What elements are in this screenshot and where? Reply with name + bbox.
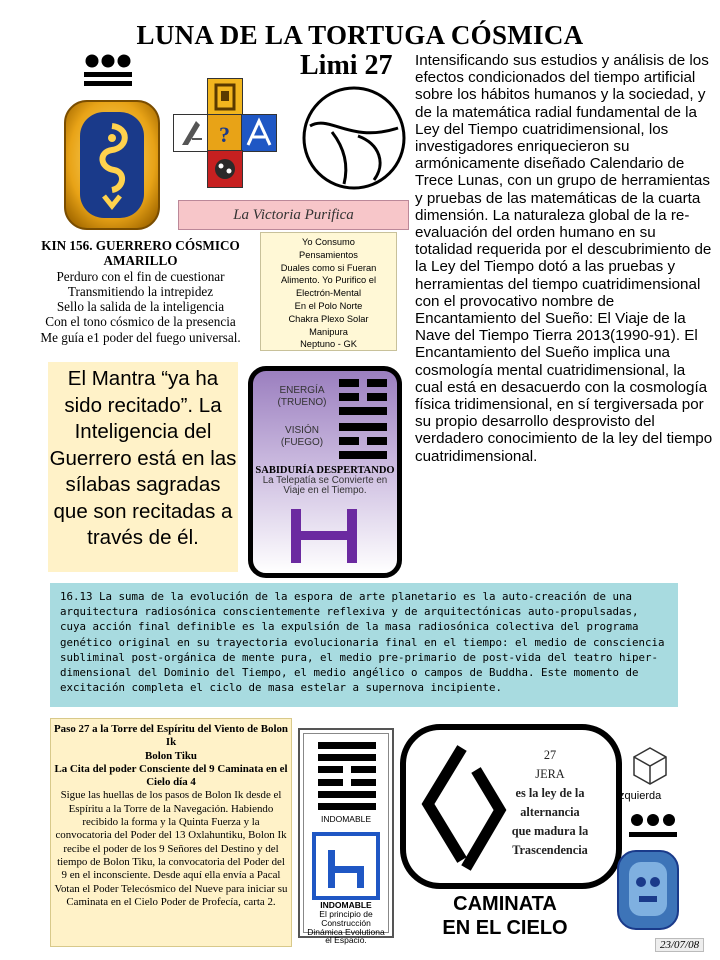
jera-line: alternancia (520, 805, 580, 819)
caminata-title (420, 892, 590, 940)
affirmation-box (260, 232, 397, 351)
warrior-glyph-icon (62, 98, 162, 232)
kin-line: Transmitiendo la intrepidez (67, 283, 214, 299)
affirmation-line: Manipura (309, 326, 348, 337)
oracle-guide-icon (207, 78, 243, 116)
kin-heading: KIN 156. GUERRERO CÓSMICO AMARILLO (41, 238, 240, 269)
caminata-line: CAMINATA (453, 893, 557, 915)
paso-title: Paso 27 a la Torre del Espíritu del Viento de Bolon Ik (54, 723, 288, 749)
jera-line: que madura la (511, 824, 589, 838)
izquierda-label: Izquierda (616, 790, 662, 802)
affirmation-line: Alimento. Yo Purifico el (280, 275, 377, 286)
jera-text (500, 746, 600, 860)
tone-three-dots-icon (84, 52, 132, 94)
indomable-label-2: INDOMABLE (320, 900, 372, 910)
affirmation-line: Chakra Plexo Solar (288, 313, 369, 324)
affirmation-line: Electrón-Mental (295, 288, 362, 299)
kin-line: Con el tono cósmico de la presencia (45, 314, 236, 330)
iching-lower-label: VISIÓN (FUEGO) (280, 425, 324, 448)
indomable-label-1: INDOMABLE (320, 814, 372, 824)
iching-upper-label: ENERGÍA (TRUENO) (277, 385, 327, 408)
victoria-label: La Victoria Purifica (178, 200, 409, 230)
kin-line: Sello la salida de la inteligencia (56, 299, 225, 315)
affirmation-line: En el Polo Norte (294, 300, 363, 311)
kin-line: Perduro con el fin de cuestionar (56, 268, 225, 284)
indomable-rune-icon (312, 832, 380, 900)
tone-three-dots-small-icon (629, 812, 677, 848)
jera-line: Trascendencia (512, 843, 588, 857)
purple-rune-icon (289, 507, 361, 567)
date-stamp: 23/07/08 (655, 938, 704, 952)
indomable-hexagram-icon (318, 742, 376, 810)
paso-body: Sigue las huellas de los pasos de Bolon Ik desde el Espíritu a la Torre de la Navegación. Habiendo recibido la forma y la Quinta Fuerza y la convocatoria del Poder del 13 Oxlahuntiku, Bolon Ik recibe el poder de los 9 Señores del Destino y del tiempo de Bolon Tiku, la convocatoria del Poder del 9 en el inconsciente. Desde aquí ella envía a Pacal Votan el Poder Telecósmico del Nueve para iniciar su Caminata en el Cielo Poder de Profecía, carta 2. (54, 789, 288, 908)
paso-box (50, 718, 292, 947)
indomable-sub: El principio de Construcción Dinámica Evolutiona el Espacio. (307, 909, 385, 946)
jera-line: es la ley de la (515, 786, 585, 800)
mantra-box: El Mantra “ya ha sido recitado”. La Inteligencia del Guerrero está en las sílabas sagradas que son recitadas a través de él. (48, 362, 238, 572)
small-glyph-icon (617, 850, 679, 930)
limi-seal-icon (300, 84, 408, 192)
intro-paragraph: Intensificando sus estudios y análisis de los efectos condicionados del tiempo artificial sobre los hábitos humanos y la sociedad, y de la matemática radial fundamental de la Ley del Tiempo cuatridimensional, los investigadores enriquecieron su armónicamente diseñado Calendario de Trece Lunas, con un grupo de herramientas y pruebas de las matemáticas de la cuarta dimensión. La naturaleza global de la re-evaluación del orden humano en su totalidad requerida por el descubrimiento de la Ley del Tiempo dotó a las pruebas y herramientas del tiempo cuatridimensional con el provocativo nombre de Encantamiento del Sueño: El Viaje de la Nave del Tiempo Tierra 2013(1990-91). El Encantamiento del Sueño implica una cosmología mental cuatridimensional, la cual está en desacuerdo con la cosmología física tridimensional, en sí tergiversada por su propio desarrollo desprovisto del verdadero conocimiento de la ley del tiempo cuatridimensional. (415, 52, 713, 465)
svg-text:?: ? (219, 122, 230, 147)
page-title: LUNA DE LA TORTUGA CÓSMICA (136, 20, 584, 50)
affirmation-line: Pensamientos (299, 249, 358, 260)
jera-name: JERA (535, 767, 565, 781)
oracle-occult-icon (207, 150, 243, 188)
jera-rune-icon (418, 742, 510, 874)
affirmation-line: Yo Consumo (302, 237, 355, 247)
paso-cita: La Cita del poder Consciente del 9 Caminata en el Cielo día 4 (54, 762, 288, 789)
kin-description (28, 238, 253, 345)
kin-line: Me guía e1 poder del fuego universal. (40, 329, 241, 345)
oracle-analog-icon (241, 114, 277, 152)
iching-name: SABIDURÍA DESPERTANDO (255, 465, 395, 476)
jera-number: 27 (543, 748, 557, 762)
oracle-antipode-icon (173, 114, 209, 152)
cube-icon (632, 746, 668, 786)
oracle-destiny-icon (207, 114, 243, 152)
iching-box (248, 366, 402, 578)
hexagram-icon (339, 379, 389, 463)
iching-note: La Telepatía se Convierte en Viaje en el Tiempo. (262, 475, 388, 496)
paso-subtitle: Bolon Tiku (145, 749, 197, 762)
page-subtitle: Limi 27 (300, 50, 393, 81)
caminata-line: EN EL CIELO (442, 917, 568, 939)
paragraph-16-13: 16.13 La suma de la evolución de la espora de arte planetario es la auto-creación de una arquitectura radiosónica conscientemente reflexiva y de arquitectónicas auto-propulsadas, cuya acción final definible es la expulsión de la masa radiosónica colectiva del programa genético original en su trayectoria evolucionaria final en el tiempo: el medio de consciencia subliminal post-orgánica de mente pura, el medio pre-primario de post-vida del teatro hiper-dimensional del Dominio del Tiempo, el medio angélico o campos de Buddha. Este momento de excitación completa el ciclo de masa estelar a supernova incipiente. (50, 583, 678, 707)
affirmation-line: Neptuno - GK (300, 339, 357, 350)
affirmation-line: Duales como si Fueran (280, 262, 377, 273)
